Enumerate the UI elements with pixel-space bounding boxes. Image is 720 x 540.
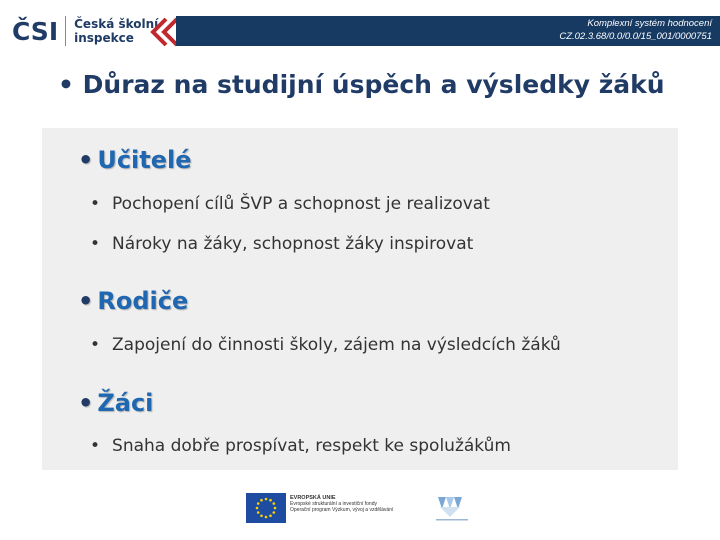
eu-line-1: EVROPSKÁ UNIE	[290, 495, 336, 501]
csi-logo	[12, 14, 158, 48]
project-name: Komplexní systém hodnocení	[587, 18, 712, 29]
logo-mark: ČSI	[12, 16, 59, 46]
item-bullet: •	[90, 234, 101, 254]
section-heading-parents	[78, 287, 188, 315]
double-chevron-left-icon	[144, 16, 180, 48]
section-heading-text: Učitelé	[97, 146, 192, 174]
logo-line-2: inspekce	[74, 31, 134, 45]
eu-line-3: Operační program Výzkum, vývoj a vzdělávání	[290, 507, 394, 513]
list-item	[90, 234, 473, 254]
logo-line-1: Česká školní	[74, 17, 159, 31]
slide-title: • Důraz na studijní úspěch a výsledky žáků	[58, 70, 665, 99]
eu-caption	[290, 495, 420, 513]
msmt-logo-icon	[430, 493, 474, 523]
header-banner	[176, 16, 720, 46]
item-text: Snaha dobře prospívat, respekt ke spolužákům	[112, 436, 511, 456]
eu-flag-icon	[246, 493, 286, 523]
eu-line-2: Evropské strukturální a investiční fondy	[290, 501, 377, 507]
item-text: Zapojení do činnosti školy, zájem na výsledcích žáků	[112, 335, 561, 355]
item-bullet: •	[90, 194, 101, 214]
section-bullet: •	[78, 287, 94, 315]
section-heading-text: Rodiče	[97, 287, 189, 315]
section-bullet: •	[78, 146, 94, 174]
project-code: CZ.02.3.68/0.0/0.0/15_001/0000751	[559, 31, 712, 42]
section-heading-text: Žáci	[97, 389, 154, 417]
section-heading-teachers	[78, 146, 192, 174]
item-text: Nároky na žáky, schopnost žáky inspirovat	[112, 234, 474, 254]
list-item	[90, 194, 490, 214]
list-item	[90, 335, 561, 355]
logo-divider	[65, 16, 66, 46]
item-text: Pochopení cílů ŠVP a schopnost je realizovat	[112, 194, 490, 214]
section-bullet: •	[78, 389, 94, 417]
footer-logos	[246, 493, 478, 523]
slide-header	[0, 0, 720, 58]
banner-text	[559, 17, 712, 43]
item-bullet: •	[90, 335, 101, 355]
section-heading-pupils	[78, 389, 153, 417]
list-item	[90, 436, 511, 456]
item-bullet: •	[90, 436, 101, 456]
